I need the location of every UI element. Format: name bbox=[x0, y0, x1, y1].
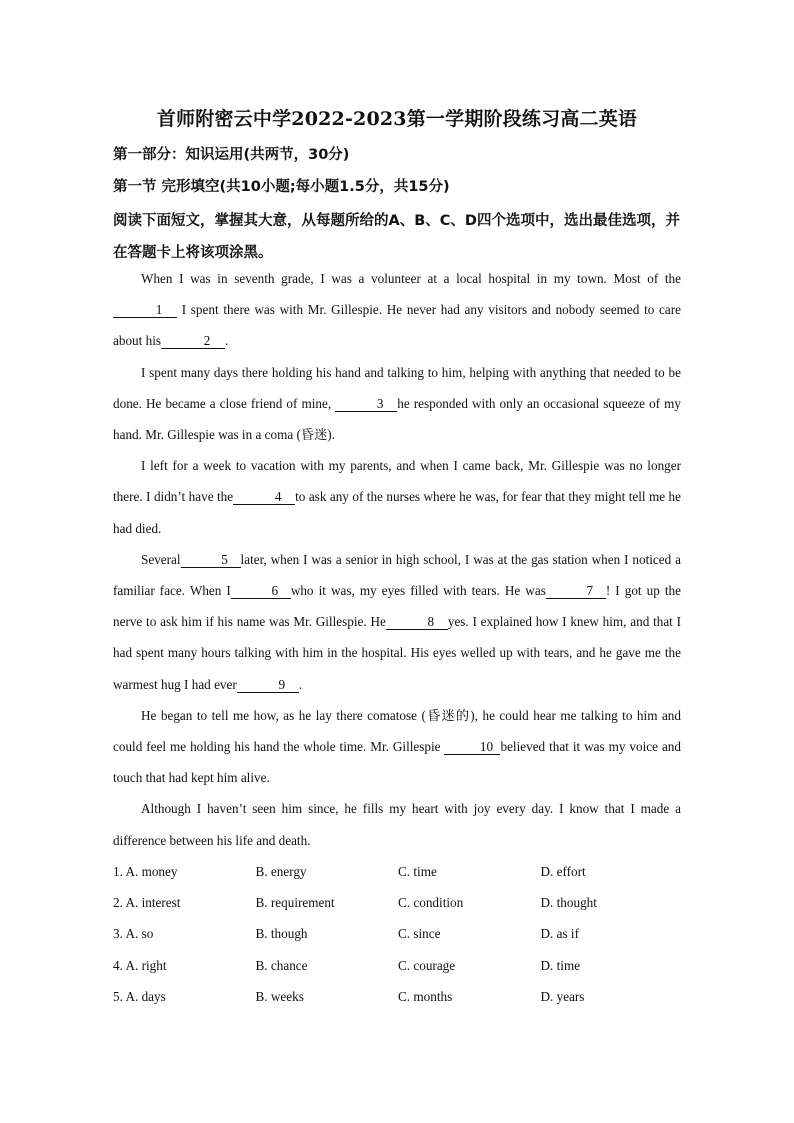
passage-text: yes. I explained how I knew him, and that I had spent many hours talking with him in the hospital. His eyes welled up with tears, and he gave me the warmest hug I had ever bbox=[113, 614, 682, 692]
option-d: D. time bbox=[540, 957, 581, 973]
blank-3: 3 bbox=[335, 396, 397, 412]
option-row-2 bbox=[113, 887, 683, 918]
paragraph-6 bbox=[113, 793, 681, 855]
option-row-4 bbox=[113, 950, 683, 981]
passage-text: He began to tell me how, as he lay there comatose (昏迷的), he could hear me talking to him and could feel me holding his hand the whole time. Mr. Gillespie bbox=[113, 707, 681, 755]
option-a: 1. A. money bbox=[113, 864, 178, 879]
blank-10: 10 bbox=[444, 739, 500, 755]
instruction-text: 阅读下面短文，掌握其大意，从每题所给的A、B、C、D四个选项中，选出最佳选项，并在答题卡上将该项涂黑。 bbox=[113, 213, 680, 261]
option-c: C. since bbox=[398, 926, 441, 942]
blank-2: 2 bbox=[161, 333, 225, 349]
cloze-passage bbox=[113, 263, 681, 856]
option-row-5 bbox=[113, 981, 683, 1012]
answer-options bbox=[113, 856, 683, 1012]
passage-text: later, when I was a senior in high school, I was at the gas station when I noticed a familiar face. When I bbox=[113, 551, 681, 599]
passage-text: ! I got up the nerve to ask him if his name was Mr. Gillespie. He bbox=[113, 583, 681, 630]
passage-text: . bbox=[225, 333, 229, 349]
option-b: B. though bbox=[255, 926, 308, 942]
blank-4: 4 bbox=[233, 489, 295, 505]
option-a: 4. A. right bbox=[113, 957, 167, 973]
page-title: 首师附密云中学2022-2023第一学期阶段练习高二英语 bbox=[156, 108, 638, 130]
option-d: D. thought bbox=[540, 895, 597, 911]
blank-1: 1 bbox=[113, 302, 177, 318]
option-b: B. weeks bbox=[255, 988, 304, 1004]
passage-text: I left for a week to vacation with my parents, and when I came back, Mr. Gillespie was no longer there. I didn’t have the bbox=[113, 458, 681, 505]
blank-8: 8 bbox=[386, 614, 448, 630]
option-d: D. as if bbox=[540, 926, 579, 942]
paragraph-2 bbox=[113, 357, 681, 451]
option-c: C. time bbox=[398, 864, 437, 879]
option-b: B. chance bbox=[255, 957, 308, 973]
passage-text: . bbox=[298, 676, 303, 692]
option-d: D. years bbox=[540, 988, 585, 1004]
option-c: C. months bbox=[398, 988, 453, 1004]
option-row-1 bbox=[113, 856, 683, 887]
option-a: 2. A. interest bbox=[113, 895, 181, 911]
passage-text: who it was, my eyes filled with tears. He was bbox=[290, 583, 546, 599]
paragraph-1 bbox=[113, 263, 681, 357]
part-heading: 第一部分：知识运用(共两节，30分) bbox=[113, 147, 350, 163]
option-c: C. courage bbox=[398, 957, 456, 973]
option-d: D. effort bbox=[540, 864, 586, 879]
paragraph-5 bbox=[113, 700, 681, 794]
passage-text: I spent many days there holding his hand and talking to him, helping with anything that needed to be done. He became a close friend of mine, bbox=[113, 364, 681, 411]
passage-text: I spent there was with Mr. Gillespie. He never had any visitors and nobody seemed to care about his bbox=[113, 302, 681, 349]
section-heading: 第一节 完形填空(共10小题;每小题1.5分，共15分) bbox=[113, 179, 450, 195]
passage-text: to ask any of the nurses where he was, for fear that they might tell me he had died. bbox=[113, 489, 681, 536]
option-c: C. condition bbox=[398, 895, 464, 911]
paragraph-4 bbox=[113, 544, 681, 700]
option-row-3 bbox=[113, 918, 683, 949]
option-b: B. energy bbox=[255, 864, 307, 879]
passage-text: Although I haven’t seen him since, he fills my heart with joy every day. I know that I made a difference between his life and death. bbox=[113, 801, 681, 848]
blank-6: 6 bbox=[231, 583, 291, 599]
blank-7: 7 bbox=[546, 583, 606, 599]
blank-9: 9 bbox=[237, 677, 299, 693]
blank-5: 5 bbox=[181, 552, 241, 568]
passage-text: When I was in seventh grade, I was a volunteer at a local hospital in my town. Most of the bbox=[141, 271, 681, 286]
passage-text: believed that it was my voice and touch that had kept him alive. bbox=[113, 739, 681, 786]
passage-text: Several bbox=[141, 551, 181, 567]
option-b: B. requirement bbox=[255, 895, 335, 911]
passage-text: he responded with only an occasional squeeze of my hand. Mr. Gillespie was in a coma (昏迷). bbox=[113, 395, 681, 443]
option-a: 3. A. so bbox=[113, 926, 154, 942]
option-a: 5. A. days bbox=[113, 988, 166, 1004]
paragraph-3 bbox=[113, 450, 681, 544]
